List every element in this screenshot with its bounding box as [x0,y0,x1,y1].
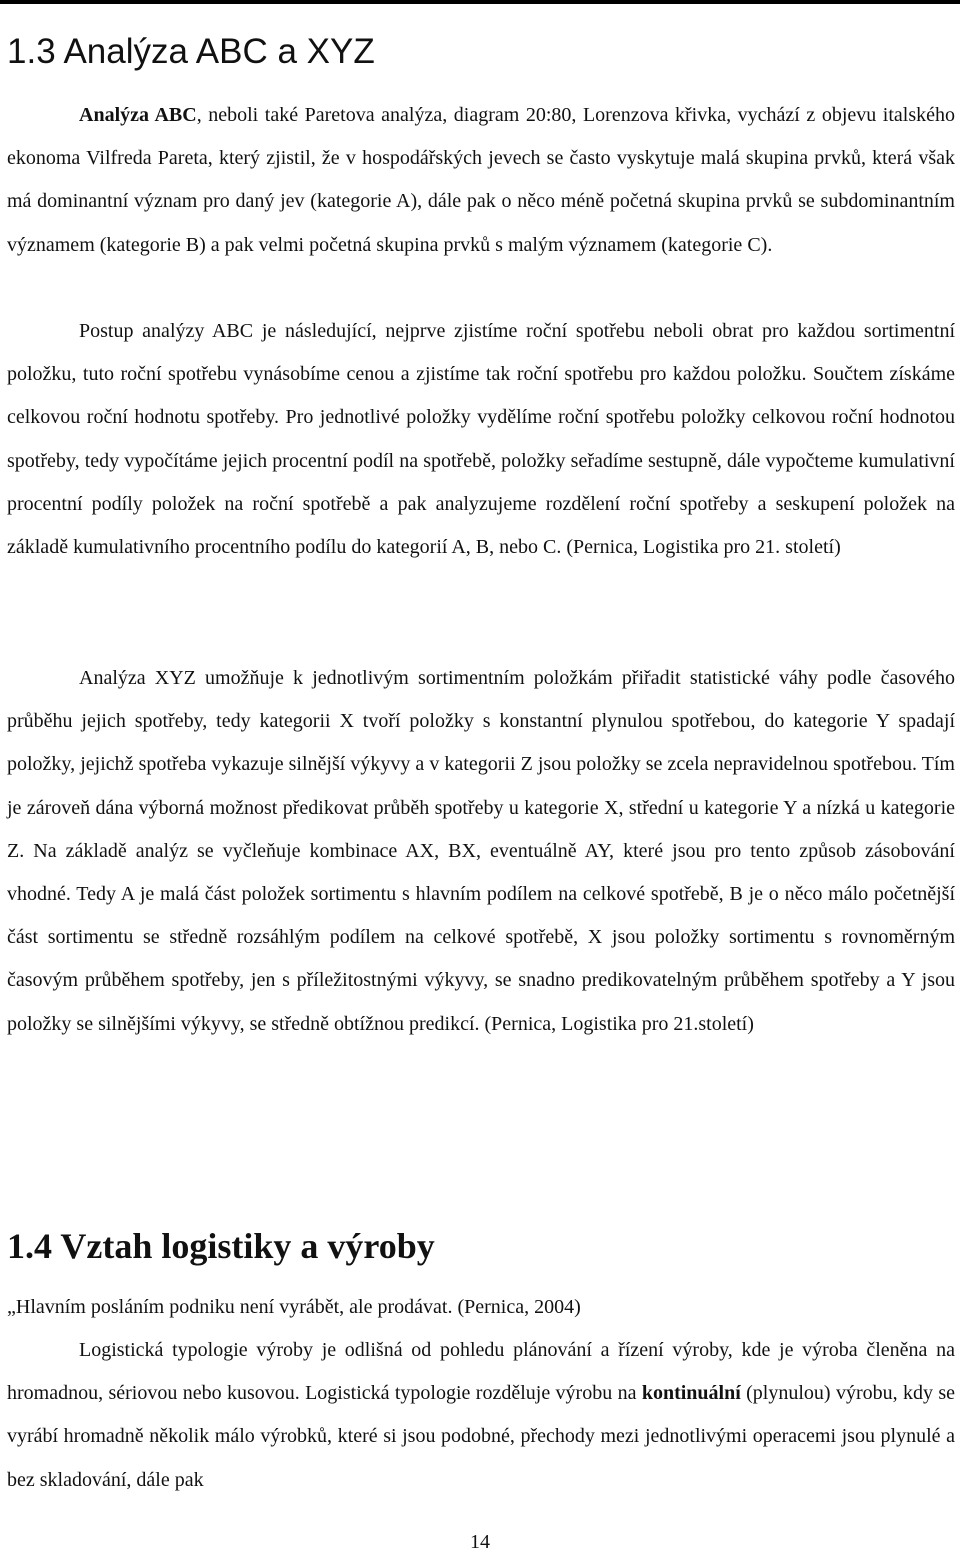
section-heading-1-4: 1.4 Vztah logistiky a výroby [7,1226,435,1266]
paragraph-abc-procedure: Postup analýzy ABC je následující, nejprve zjistíme roční spotřebu neboli obrat pro každou sortimentní položku, tuto roční spotřebu vynásobíme cenou a zjistíme tak roční spotřebu pro každou položku. Součtem získáme celkovou roční hodnotu spotřeby. Pro jednotlivé položky vydělíme roční spotřebu položky celkovou roční hodnotou spotřeby, tedy vypočítáme jejich procentní podíl na spotřebě, položky seřadíme sestupně, dále vypočteme kumulativní procentní podíly položek na roční spotřebě a pak analyzujeme rozdělení roční spotřeby a seskupení položek na základě kumulativního procentního podílu do kategorií A, B, nebo C. (Pernica, Logistika pro 21. století) [7,320,955,559]
page-number: 14 [470,1531,490,1553]
paragraph-abc-intro [7,94,955,267]
top-rule [0,0,960,4]
term-abc-bold: Analýza ABC [79,104,197,126]
paragraph-production-text-after: (plynulou) výrobu, kdy se vyrábí hromadně několik málo výrobků, které si jsou podobné, přechody mezi jednotlivými operacemi jsou plynulé a bez skladování, dále pak [7,1382,955,1491]
term-continuous-bold: kontinuální [641,1382,741,1405]
paragraph-abc-intro-text: , neboli také Paretova analýza, diagram 20:80, Lorenzova křivka, vychází z objevu italského ekonoma Vilfreda Pareta, který zjistil, že v hospodářských jevech se často vyskytuje malá skupina prvků, která však má dominantní význam pro daný jev (kategorie A), dále pak o něco méně početná skupina prvků se subdominantním významem (kategorie B) a pak velmi početná skupina prvků s malým významem (kategorie C). [7,104,956,256]
section-heading-1-3: 1.3 Analýza ABC a XYZ [7,32,375,71]
paragraph-production-text-before: Logistická typologie výroby je odlišná od pohledu plánování a řízení výroby, kde je výroba členěna na hromadnou, sériovou nebo kusovou. Logistická typologie rozděluje výrobu na [7,1339,955,1405]
paragraph-production-typology [7,1329,955,1502]
paragraph-xyz-analysis: Analýza XYZ umožňuje k jednotlivým sortimentním položkám přiřadit statistické váhy podle časového průběhu jejich spotřeby, tedy kategorii X tvoří položky s konstantní plynulou spotřebou, do kategorie Y spadají položky, jejichž spotřeba vykazuje silnější výkyvy a v kategorii Z jsou položky se zcela nepravidelnou spotřebou. Tím je zároveň dána výborná možnost předikovat průběh spotřeby u kategorie X, střední u kategorie Y a nízká u kategorie Z. Na základě analýz se vyčleňuje kombinace AX, BX, eventuálně AY, které jsou pro tento způsob zásobování vhodné. Tedy A je malá část položek sortimentu s hlavním podílem na celkové spotřebě, B je o něco málo početnější část sortimentu se středně rozsáhlým podílem na celkové spotřebě, X jsou položky sortimentu s rovnoměrným časovým průběhem spotřeby, jen s příležitostnými výkyvy, se snadno predikovatelným průběhem spotřeby a Y jsou položky se silnějšími výkyvy, se středně obtížnou predikcí. (Pernica, Logistika pro 21.století) [7,667,955,1035]
quote-line: „Hlavním posláním podniku není vyrábět, ale prodávat. (Pernica, 2004) [7,1296,581,1318]
